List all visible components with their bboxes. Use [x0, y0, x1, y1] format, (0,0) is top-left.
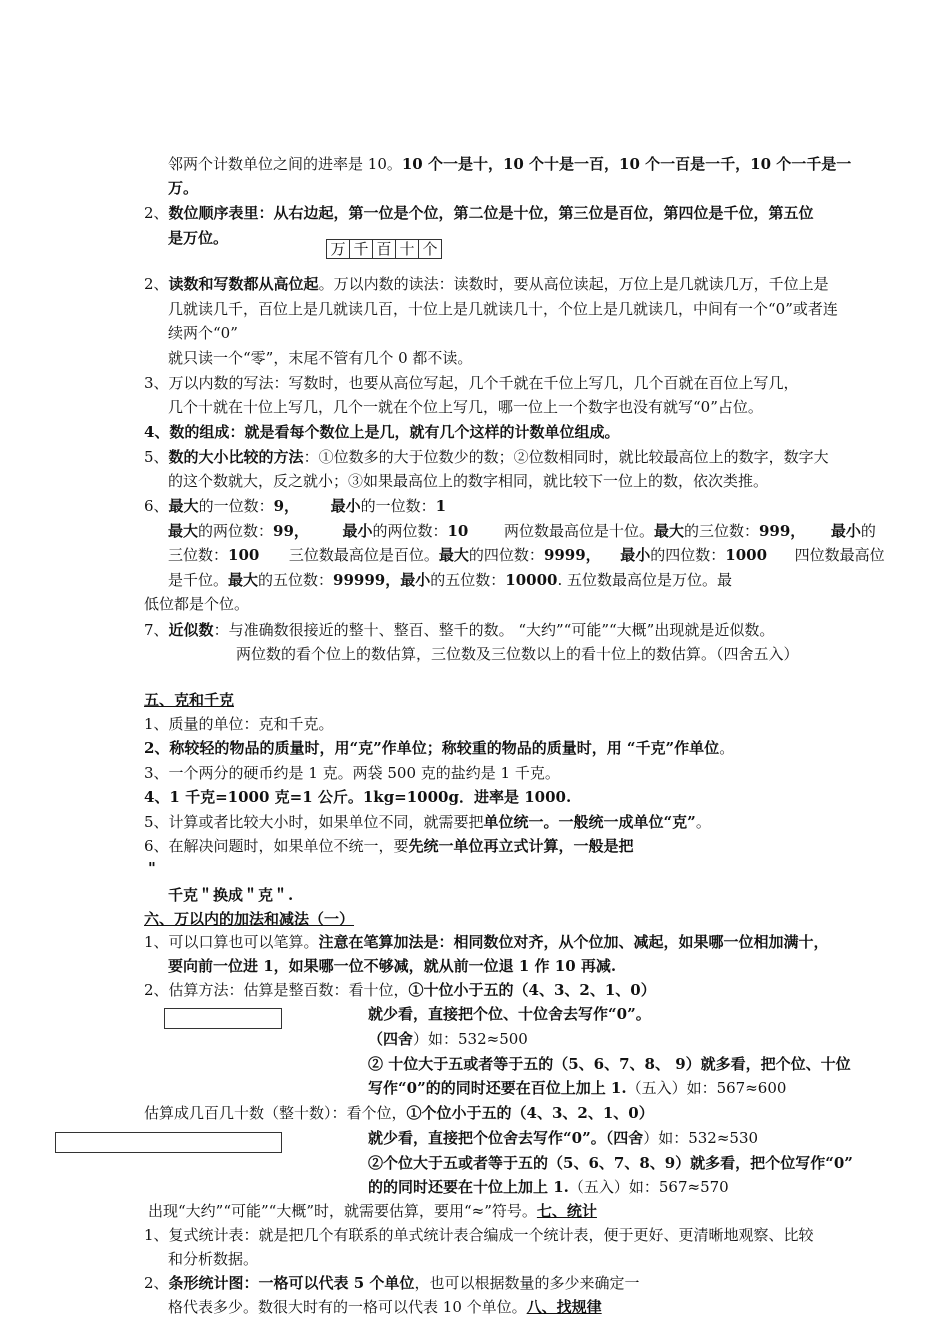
place-value-table: [326, 239, 442, 259]
line: ": [148, 859, 156, 877]
line: 估算成几百几十数（整十数）：看个位，①个位小于五的（4、3、2、1、0）: [144, 1104, 654, 1122]
line: 2、数位顺序表里：从右边起，第一位是个位，第二位是十位，第三位是百位，第四位是千位，第五位: [144, 204, 814, 222]
line: 是万位。: [168, 229, 229, 247]
line: 出现“大约”“可能”“大概”时，就需要估算，要用“≈”符号。七、统计: [148, 1202, 597, 1220]
line: 6、在解决问题时，如果单位不统一，要先统一单位再立式计算，一般是把: [144, 837, 634, 855]
line: 要向前一位进 1，如果哪一位不够减，就从前一位退 1 作 10 再减.: [168, 957, 617, 975]
line: 格代表多少。数很大时有的一格可以代表 10 个单位。八、找规律: [168, 1298, 602, 1316]
blank-box: [164, 1008, 282, 1029]
place-cell: 个: [419, 240, 442, 259]
line: 3、万以内数的写法：写数时，也要从高位写起，几个千就在千位上写几，几个百就在百位上写几，: [144, 374, 799, 392]
line: ② 十位大于五或者等于五的（5、6、7、8、 9）就多看，把个位、十位: [368, 1055, 851, 1073]
line: 的这个数就大，反之就小；③如果最高位上的数字相同，就比较下一位上的数，依次类推。: [168, 472, 769, 490]
section-heading: 六、万以内的加法和减法（一）: [144, 910, 355, 928]
line: 邻两个计数单位之间的进率是 10。10 个一是十，10 个十是一百，10 个一百是一千，10 个一千是一: [168, 155, 852, 173]
section-heading: 五、克和千克: [144, 691, 235, 709]
line: 4、数的组成：就是看每个数位上是几，就有几个这样的计数单位组成。: [144, 423, 620, 441]
section-heading: 七、统计: [536, 1202, 597, 1220]
section-heading: 八、找规律: [526, 1298, 602, 1316]
line: 最大的两位数：99， 最小的两位数：10 两位数最高位是十位。最大的三位数：999， 最小的: [168, 522, 876, 540]
line: 1、质量的单位：克和千克。: [144, 715, 334, 733]
line: 三位数：100 三位数最高位是百位。最大的四位数：9999， 最小的四位数：1000 四位数最高位: [168, 546, 885, 564]
line: 低位都是个位。: [144, 595, 250, 613]
line: 5、数的大小比较的方法：①位数多的大于位数少的数；②位数相同时，就比较最高位上的数字，数字大: [144, 448, 829, 466]
line: 2、条形统计图：一格可以代表 5 个单位，也可以根据数量的多少来确定一: [144, 1274, 640, 1292]
line: 写作“0”的的同时还要在百位上加上 1.（五入）如：567≈600: [368, 1079, 787, 1097]
line: 几个十就在十位上写几，几个一就在个位上写几，哪一位上一个数字也没有就写“0”占位。: [168, 398, 763, 416]
line: 就少看，直接把个位舍去写作“0”。（四舍）如：532≈530: [368, 1129, 759, 1147]
place-cell: 百: [373, 240, 396, 259]
line: 2、称较轻的物品的质量时，用“克”作单位；称较重的物品的质量时，用 “千克”作单位。: [144, 739, 735, 757]
line: 的的同时还要在十位上加上 1.（五入）如：567≈570: [368, 1178, 729, 1196]
line: 是千位。最大的五位数：99999，最小的五位数：10000. 五位数最高位是万位。最: [168, 571, 732, 589]
line: 3、一个两分的硬币约是 1 克。两袋 500 克的盐约是 1 千克。: [144, 764, 560, 782]
line: 万。: [168, 179, 199, 197]
line: 两位数的看个位上的数估算，三位数及三位数以上的看十位上的数估算。（四舍五入）: [236, 645, 799, 663]
line: 千克＂换成＂克＂.: [168, 886, 294, 904]
place-cell: 十: [396, 240, 419, 259]
line: 4、1 千克=1000 克=1 公斤。1kg=1000g．进率是 1000.: [144, 788, 572, 806]
line: 1、可以口算也可以笔算。注意在笔算加法是：相同数位对齐，从个位加、减起，如果哪一位相加满十，: [144, 933, 829, 951]
line: 就只读一个“零”，末尾不管有几个 0 都不读。: [168, 349, 473, 367]
line: ②个位大于五或者等于五的（5、6、7、8、9）就多看，把个位写作“0”: [368, 1154, 853, 1172]
line: 1、复式统计表：就是把几个有联系的单式统计表合编成一个统计表，便于更好、更清晰地观察、比较: [144, 1226, 814, 1244]
line: 续两个“0”: [168, 324, 238, 342]
line: 2、估算方法：估算是整百数：看十位，①十位小于五的（4、3、2、1、0）: [144, 981, 656, 999]
line: 7、近似数：与准确数很接近的整十、整百、整千的数。 “大约”“可能”“大概”出现就是近似数。: [144, 621, 775, 639]
line: 和分析数据。: [168, 1250, 259, 1268]
blank-box: [55, 1132, 282, 1153]
line: （四舍）如：532≈500: [368, 1030, 528, 1048]
line: 2、读数和写数都从高位起。万以内数的读法：读数时，要从高位读起，万位上是几就读几万，千位上是: [144, 275, 829, 293]
place-cell: 万: [327, 240, 350, 259]
place-cell: 千: [350, 240, 373, 259]
line: 6、最大的一位数：9， 最小的一位数：1: [144, 497, 447, 515]
line: 5、计算或者比较大小时，如果单位不同，就需要把单位统一。一般统一成单位“克”。: [144, 813, 711, 831]
line: 几就读几千，百位上是几就读几百，十位上是几就读几十，个位上是几就读几，中间有一个“0”或者连: [168, 300, 838, 318]
line: 就少看，直接把个位、十位舍去写作“0”。: [368, 1005, 651, 1023]
